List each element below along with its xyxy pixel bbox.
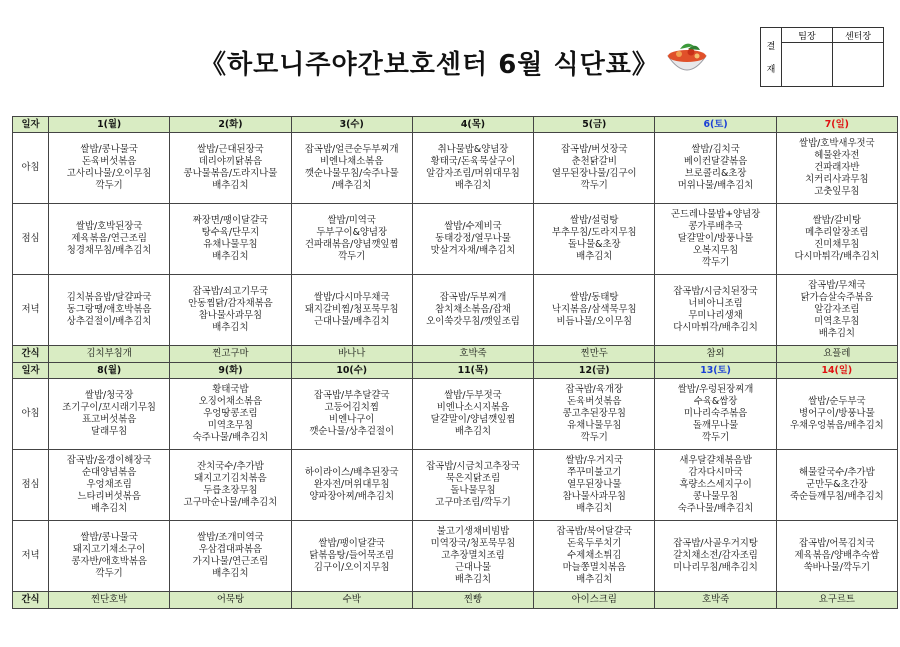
menu-item: 군만두&초간장 — [806, 479, 868, 490]
page-header — [0, 0, 900, 100]
menu-item: 쌀밥/갈비탕 — [812, 215, 862, 226]
dinner-cell-sun — [776, 275, 897, 346]
lunch-row — [13, 450, 898, 521]
menu-item: 쌀밥/수제비국 — [444, 221, 502, 232]
menu-item: 미나리무침/배추김치 — [673, 562, 758, 573]
breakfast-cell-tue — [170, 133, 291, 204]
menu-item: 미역초무침 — [207, 420, 254, 431]
menu-item: 머위나물/배추김치 — [677, 180, 754, 191]
menu-item: /배추김치 — [332, 180, 372, 191]
menu-item: 배추김치 — [576, 574, 613, 585]
day-header-sat: 13(토) — [655, 363, 776, 379]
menu-item: 비엔나채소볶음 — [320, 156, 384, 167]
row-label-breakfast: 아침 — [13, 379, 49, 450]
menu-item: 우채우엉볶음/배추김치 — [789, 420, 884, 431]
menu-item: 쌀밥/청국장 — [84, 390, 134, 401]
menu-item: 황태국/돈육묵살구이 — [430, 156, 516, 167]
menu-item: 배추김치 — [818, 328, 855, 339]
menu-item: 무미나리생채 — [688, 310, 743, 321]
menu-item: 순대양념볶음 — [81, 467, 137, 478]
menu-item: 배추김치 — [576, 251, 613, 262]
menu-item: 가지나물/연근조림 — [192, 556, 269, 567]
menu-item: 다시마튀각/배추김치 — [673, 322, 758, 333]
menu-item: 닭볶음탕/들어묵조림 — [309, 550, 395, 561]
menu-item: 제육볶음/양배추숙쌈 — [794, 550, 880, 561]
day-header-tue: 2(화) — [170, 117, 291, 133]
menu-item: 돼지고기김치볶음 — [194, 473, 267, 484]
menu-item: 진미채무침 — [814, 239, 860, 250]
menu-item: 잡곡밥/시금치고추장국 — [426, 461, 520, 472]
menu-item: 돌나물&초장 — [567, 239, 621, 250]
menu-item: 쌀밥/설렁탕 — [570, 215, 619, 226]
menu-item: 돼지고기채소구이 — [72, 544, 146, 555]
lunch-cell-fri — [534, 204, 655, 275]
snack-cell-sun: 요플레 — [776, 346, 897, 363]
breakfast-cell-sun — [776, 379, 897, 450]
menu-item: 건파래볶음/양념깻잎찜 — [304, 239, 399, 250]
menu-item: 근대나물/배추김치 — [313, 316, 390, 327]
snack-row — [13, 346, 898, 363]
snack-cell-tue: 찐고구마 — [170, 346, 291, 363]
menu-item: 참치채소볶음/잡채 — [435, 304, 511, 315]
menu-item: 동그랑땡/애호박볶음 — [66, 304, 152, 315]
menu-item: 쌀밥/팽이달걀국 — [318, 538, 385, 549]
lunch-cell-wed — [291, 450, 412, 521]
menu-item: 쌀밥/조개미역국 — [197, 532, 264, 543]
menu-item: 배추김치 — [454, 574, 492, 585]
menu-item: 우엉땅콩조림 — [203, 408, 258, 419]
menu-item: 곤드레나물밥+양념장 — [670, 209, 761, 220]
day-header-sun: 7(일) — [776, 117, 897, 133]
menu-item: 쌀밥/순두부국 — [808, 396, 866, 407]
menu-item: 깻순나물/상추겉절이 — [309, 426, 395, 437]
menu-item: 유채나물무침 — [203, 239, 258, 250]
menu-item: 콩나물볶음/도라지나물 — [183, 168, 278, 179]
breakfast-cell-thu — [412, 379, 533, 450]
menu-item: 열무된장나물 — [567, 479, 622, 490]
menu-item: 깍두기 — [701, 257, 730, 268]
menu-item: 돌깨무나물 — [692, 420, 739, 431]
menu-item: 잡곡밥/부추달걀국 — [313, 390, 390, 401]
menu-item: 쌀밥/호박새우젓국 — [799, 138, 875, 149]
menu-item: 미역초무침 — [814, 316, 860, 327]
dinner-cell-sat — [655, 521, 776, 592]
day-header-mon: 1(월) — [49, 117, 170, 133]
menu-item: 고등어김치찜 — [324, 402, 379, 413]
lunch-cell-sun — [776, 450, 897, 521]
breakfast-cell-fri — [534, 133, 655, 204]
menu-item: 청경채무침/배추김치 — [66, 245, 152, 256]
menu-item: 돈육버섯볶음 — [567, 396, 622, 407]
menu-item: 오징어채소볶음 — [198, 396, 263, 407]
menu-item: 돼지갈비찜/청포묵무침 — [304, 304, 399, 315]
menu-item: 해물칼국수/추가밥 — [799, 467, 875, 478]
menu-item: 김치볶음밥/달걀파국 — [66, 292, 152, 303]
row-label-snack: 간식 — [13, 346, 49, 363]
menu-item: 쌀밥/미역국 — [327, 215, 376, 226]
menu-item: 고구마순나물/배추김치 — [183, 497, 278, 508]
menu-item: 짜장면/팽이달걀국 — [192, 215, 269, 226]
menu-item: 잡곡밥/육개장 — [565, 384, 624, 395]
menu-item: 너비아니조림 — [688, 298, 743, 309]
menu-item: 김구이/오이지무침 — [313, 562, 390, 573]
menu-item: 쌀밥/김치국 — [691, 144, 740, 155]
menu-item: 잡곡밥/시금치된장국 — [673, 286, 758, 297]
menu-item: 쌀밥/다시마무채국 — [313, 292, 390, 303]
menu-item: 제육볶음/연근조림 — [71, 233, 147, 244]
menu-item: 숙주나물/배추김치 — [192, 432, 269, 443]
lunch-cell-thu — [412, 204, 533, 275]
menu-item: 하이라이스/배추된장국 — [304, 467, 399, 478]
menu-item: 깍두기 — [338, 251, 366, 262]
menu-item: 동태강정/열무나물 — [435, 233, 511, 244]
lunch-cell-sat — [655, 204, 776, 275]
menu-item: 표고버섯볶음 — [81, 414, 137, 425]
row-label-day: 일자 — [13, 117, 49, 133]
snack-cell-thu: 호박죽 — [412, 346, 533, 363]
menu-item: 브로콜리&초장 — [684, 168, 747, 179]
dinner-cell-tue — [170, 521, 291, 592]
approval-team-leader-signature[interactable] — [782, 43, 833, 87]
lunch-cell-sat — [655, 450, 776, 521]
dinner-cell-sat — [655, 275, 776, 346]
menu-item: 비듬나물/오이무침 — [556, 316, 633, 327]
menu-item: 갈치채소전/감자조림 — [673, 550, 758, 561]
snack-cell-sat: 호박죽 — [655, 592, 776, 609]
day-header-fri: 12(금) — [534, 363, 655, 379]
menu-item: 조기구이/꼬시래기무침 — [62, 402, 156, 413]
food-bowl-icon — [666, 40, 708, 78]
menu-item: 고사리나물/오이무침 — [66, 168, 152, 179]
menu-item: 돌나물무침 — [450, 485, 496, 496]
row-label-lunch: 점심 — [13, 204, 49, 275]
menu-item: 콩가루배추국 — [688, 221, 743, 232]
dinner-cell-thu — [412, 275, 533, 346]
menu-item: 묵은지닭조림 — [445, 473, 501, 484]
menu-item: 치커리사과무침 — [805, 174, 869, 185]
menu-item: 배추김치 — [212, 568, 249, 579]
page-title: 《하모니주야간보호센터 6월 식단표》 — [200, 50, 659, 80]
menu-item: 잡곡밥/쇠고기무국 — [192, 286, 269, 297]
menu-item: 잡곡밥/무채국 — [808, 280, 866, 291]
menu-item: 잡곡밥/북어달걀국 — [556, 526, 633, 537]
day-header-sun: 14(일) — [776, 363, 897, 379]
menu-item: 메추리알장조림 — [805, 227, 869, 238]
row-label-dinner: 저녁 — [13, 275, 49, 346]
menu-item: 베이컨달걀볶음 — [683, 156, 748, 167]
day-header-fri: 5(금) — [534, 117, 655, 133]
lunch-cell-mon — [49, 450, 170, 521]
menu-item: 돈육두루치기 — [567, 538, 622, 549]
menu-item: 헤물완자전 — [814, 150, 860, 161]
breakfast-cell-wed — [291, 379, 412, 450]
menu-item: 달걀말이/방풍나물 — [677, 233, 754, 244]
menu-item: 수육&쌈장 — [693, 396, 738, 407]
menu-item: 잡곡밥/올갱이해장국 — [66, 455, 152, 466]
menu-item: 우엉채조림 — [86, 479, 132, 490]
menu-item: 참나물사과무침 — [198, 310, 263, 321]
menu-item: 취나물밥&양념장 — [437, 144, 509, 155]
menu-item: 배추김치 — [454, 426, 492, 437]
menu-item: 흑량소스세지구이 — [679, 479, 752, 490]
menu-item: 근대나물 — [454, 562, 492, 573]
menu-item: 콩고추된장무침 — [562, 408, 626, 419]
day-header-tue: 9(화) — [170, 363, 291, 379]
menu-item: 비엔나소시지볶음 — [436, 402, 510, 413]
menu-item: 두부구이&양념장 — [316, 227, 388, 238]
menu-item: 숙주나물/배추김치 — [677, 503, 754, 514]
menu-item: 잡곡밥/얼큰순두부찌개 — [304, 144, 399, 155]
menu-item: 닭가슴살숙주볶음 — [800, 292, 874, 303]
snack-cell-wed: 바나나 — [291, 346, 412, 363]
menu-item: 쌀밥/두부젓국 — [444, 390, 502, 401]
menu-item: 쌀밥/근대된장국 — [197, 144, 264, 155]
snack-cell-tue: 어묵탕 — [170, 592, 291, 609]
row-label-lunch: 점심 — [13, 450, 49, 521]
dinner-cell-fri — [534, 521, 655, 592]
snack-cell-wed: 수박 — [291, 592, 412, 609]
approval-side-label: 결 재 — [761, 28, 782, 87]
menu-item: 안동찜닭/감자채볶음 — [188, 298, 273, 309]
breakfast-cell-wed — [291, 133, 412, 204]
menu-item: 배추김치 — [454, 180, 492, 191]
menu-item: 죽순들깨무침/배추김치 — [789, 491, 884, 502]
menu-item: 잡곡밥/두부찌개 — [439, 292, 507, 303]
breakfast-row — [13, 133, 898, 204]
menu-item: 데리야끼닭볶음 — [198, 156, 263, 167]
lunch-cell-thu — [412, 450, 533, 521]
menu-item: 배추김치 — [212, 322, 249, 333]
menu-item: 배추김치 — [576, 503, 613, 514]
menu-item: 우삼겹대파볶음 — [198, 544, 263, 555]
lunch-row — [13, 204, 898, 275]
menu-item: 배추김치 — [212, 251, 249, 262]
menu-item: 맛살겨자채/배추김치 — [430, 245, 516, 256]
lunch-cell-fri — [534, 450, 655, 521]
menu-item: 참나물사과무침 — [562, 491, 626, 502]
row-label-breakfast: 아침 — [13, 133, 49, 204]
breakfast-cell-sat — [655, 133, 776, 204]
menu-item: 깍두기 — [580, 432, 608, 443]
menu-item: 미나리숙주볶음 — [683, 408, 748, 419]
dinner-cell-thu — [412, 521, 533, 592]
menu-item: 마늘쫑멸치볶음 — [562, 562, 626, 573]
dinner-cell-sun — [776, 521, 897, 592]
day-header-sat: 6(토) — [655, 117, 776, 133]
day-header-wed: 3(수) — [291, 117, 412, 133]
menu-item: 깍두기 — [701, 432, 730, 443]
day-header-thu: 11(목) — [412, 363, 533, 379]
dinner-cell-fri — [534, 275, 655, 346]
dinner-cell-mon — [49, 521, 170, 592]
menu-item: 쑥바나물/깍두기 — [803, 562, 871, 573]
menu-item: 달걀말이/양념깻잎찜 — [430, 414, 516, 425]
day-header-wed: 10(수) — [291, 363, 412, 379]
menu-item: 잡곡밥/사골우거지탕 — [673, 538, 758, 549]
approval-director-signature[interactable] — [833, 43, 884, 87]
snack-cell-fri: 아이스크림 — [534, 592, 655, 609]
row-label-snack: 간식 — [13, 592, 49, 609]
menu-item: 느타리버섯볶음 — [77, 491, 141, 502]
menu-item: 쌀밥/콩나물국 — [80, 144, 138, 155]
snack-cell-mon: 찐단호박 — [49, 592, 170, 609]
menu-item: 돈육버섯볶음 — [81, 156, 137, 167]
breakfast-cell-tue — [170, 379, 291, 450]
dinner-cell-wed — [291, 521, 412, 592]
menu-item: 고구마조림/깍두기 — [435, 497, 511, 508]
snack-cell-thu: 찐빵 — [412, 592, 533, 609]
snack-cell-fri: 찐만두 — [534, 346, 655, 363]
menu-item: 깍두기 — [95, 180, 123, 191]
day-header-row — [13, 117, 898, 133]
menu-item: 고추장멸치조림 — [441, 550, 505, 561]
row-label-dinner: 저녁 — [13, 521, 49, 592]
menu-item: 황태국밥 — [212, 384, 249, 395]
menu-item: 깍두기 — [580, 180, 608, 191]
menu-item: 잡곡밥/어묵김치국 — [799, 538, 875, 549]
menu-item: 잔치국수/추가밥 — [197, 461, 264, 472]
menu-item: 잡곡밥/버섯장국 — [560, 144, 628, 155]
lunch-cell-sun — [776, 204, 897, 275]
menu-item: 알감자조림/머위대무침 — [426, 168, 520, 179]
menu-item: 콩자반/애호박볶음 — [71, 556, 147, 567]
menu-item: 배추김치 — [212, 180, 249, 191]
dinner-row — [13, 275, 898, 346]
menu-item: 쌀밥/우렁된장찌개 — [677, 384, 754, 395]
lunch-cell-wed — [291, 204, 412, 275]
breakfast-cell-mon — [49, 379, 170, 450]
dinner-cell-tue — [170, 275, 291, 346]
menu-item: 쌀밥/호박된장국 — [75, 221, 143, 232]
menu-item: 깍두기 — [95, 568, 123, 579]
snack-cell-sun: 요구르트 — [776, 592, 897, 609]
dinner-row — [13, 521, 898, 592]
menu-item: 다시마튀각/배추김치 — [794, 251, 880, 262]
menu-item: 부추무침/도라지무침 — [551, 227, 637, 238]
breakfast-row — [13, 379, 898, 450]
menu-item: 건파래자반 — [814, 162, 860, 173]
menu-item: 쌀밥/우거지국 — [565, 455, 624, 466]
menu-item: 오복지무침 — [692, 245, 739, 256]
menu-item: 병어구이/방풍나물 — [799, 408, 875, 419]
day-header-row — [13, 363, 898, 379]
menu-item: 미역장국/청포묵무침 — [430, 538, 516, 549]
lunch-cell-tue — [170, 450, 291, 521]
menu-item: 비엔나구이 — [329, 414, 375, 425]
menu-item: 유채나물무침 — [567, 420, 622, 431]
menu-item: 상추겉절이/배추김치 — [66, 316, 152, 327]
menu-item: 탕수육/단무지 — [201, 227, 260, 238]
menu-item: 쌀밥/콩나물국 — [80, 532, 138, 543]
breakfast-cell-fri — [534, 379, 655, 450]
snack-row — [13, 592, 898, 609]
row-label-day: 일자 — [13, 363, 49, 379]
menu-item: 감자다시마국 — [688, 467, 743, 478]
snack-cell-sat: 참외 — [655, 346, 776, 363]
menu-item: 불고기생채비빔밥 — [436, 526, 510, 537]
breakfast-cell-sun — [776, 133, 897, 204]
menu-item: 알감자조림 — [814, 304, 860, 315]
menu-item: 수제채소튀김 — [567, 550, 622, 561]
lunch-cell-tue — [170, 204, 291, 275]
breakfast-cell-thu — [412, 133, 533, 204]
day-header-thu: 4(목) — [412, 117, 533, 133]
menu-item: 쌀밥/동태탕 — [570, 292, 619, 303]
menu-item: 춘천닭갈비 — [571, 156, 617, 167]
approval-box — [760, 27, 884, 87]
menu-item: 새우달걀채볶음밥 — [679, 455, 752, 466]
menu-item: 완자전/머위대무침 — [313, 479, 390, 490]
breakfast-cell-mon — [49, 133, 170, 204]
menu-item: 두릅초장무침 — [203, 485, 258, 496]
day-header-mon: 8(월) — [49, 363, 170, 379]
menu-item: 달래무침 — [91, 426, 128, 437]
snack-cell-mon: 김치부침개 — [49, 346, 170, 363]
dinner-cell-mon — [49, 275, 170, 346]
menu-item: 깻순나물무침/숙주나물 — [304, 168, 399, 179]
menu-item: 배추김치 — [91, 503, 128, 514]
menu-item: 오이쑥갓무침/깻잎조림 — [426, 316, 520, 327]
menu-item: 열무된장나물/김구이 — [551, 168, 637, 179]
dinner-cell-wed — [291, 275, 412, 346]
menu-item: 낙지볶음/삼색묵무침 — [551, 304, 637, 315]
approval-team-leader-header: 팀장 — [782, 28, 833, 43]
menu-item: 고춧잎무침 — [814, 186, 860, 197]
menu-item: 콩나물무침 — [692, 491, 739, 502]
menu-item: 양파장아찌/배추김치 — [309, 491, 395, 502]
breakfast-cell-sat — [655, 379, 776, 450]
lunch-cell-mon — [49, 204, 170, 275]
approval-director-header: 센터장 — [833, 28, 884, 43]
menu-item: 쭈꾸미불고기 — [567, 467, 622, 478]
meal-plan-table — [12, 116, 898, 609]
